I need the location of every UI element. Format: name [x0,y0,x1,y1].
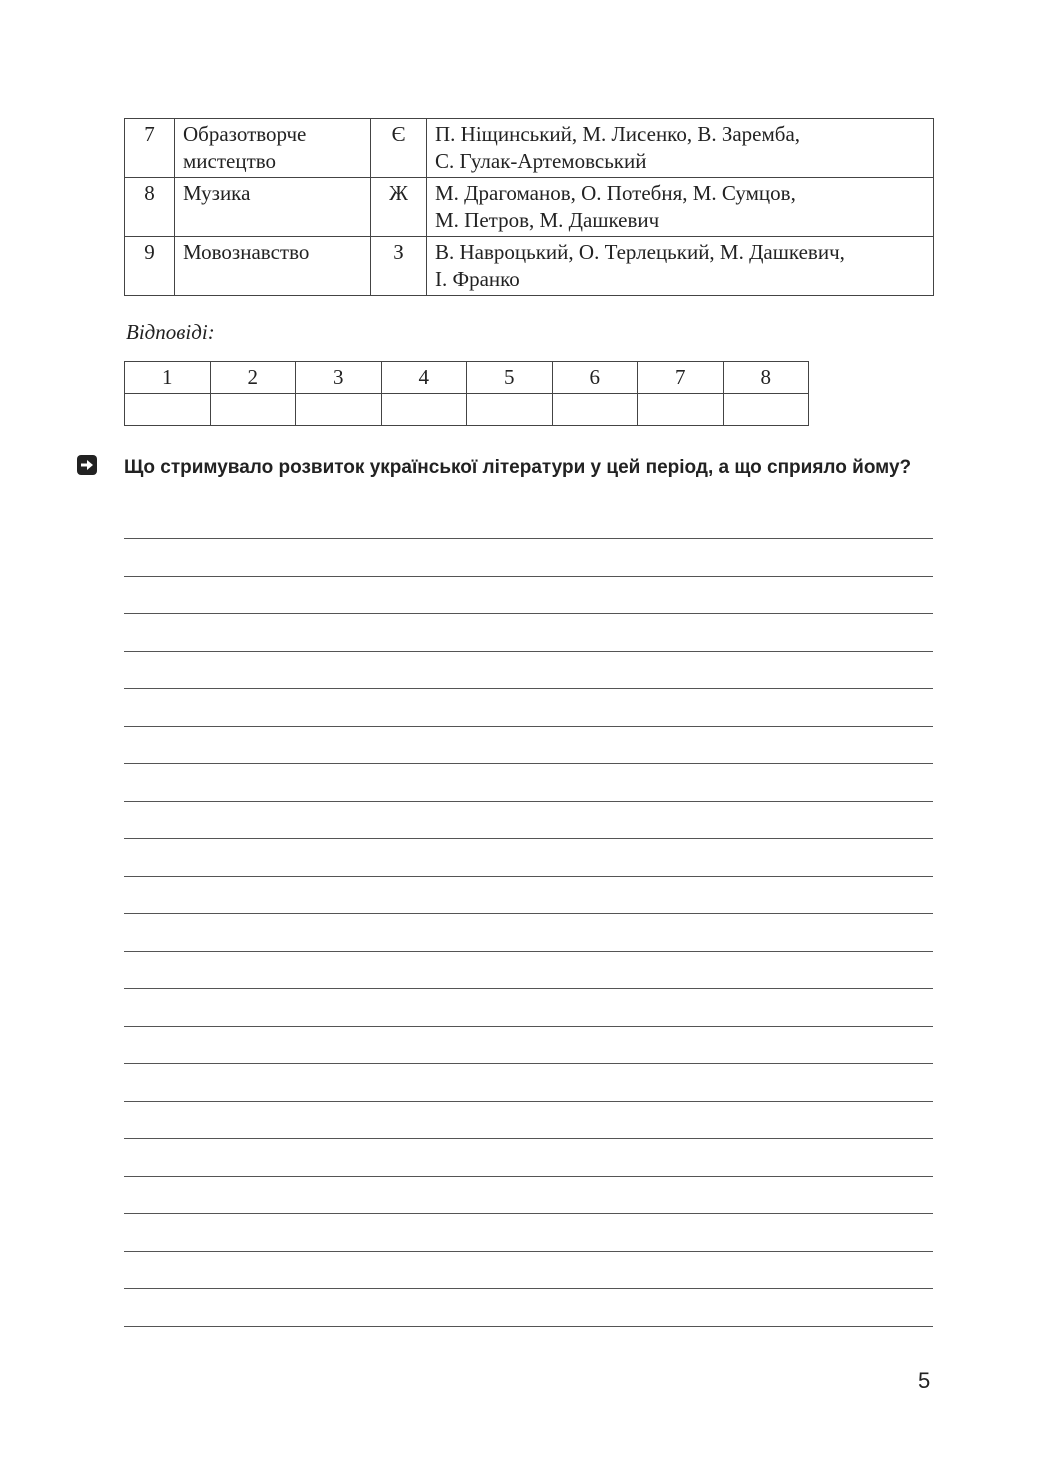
answer-header: 3 [296,362,382,394]
field-cell: Образотворче мистецтво [175,119,371,178]
task-question: Що стримувало розвиток української літератури у цей період, а що сприяло йому? [124,457,912,478]
writing-line[interactable] [124,576,933,577]
writing-line[interactable] [124,1138,933,1139]
names-cell [427,178,934,237]
letter-cell: З [371,237,427,296]
matching-table [124,118,934,296]
field-cell: Музика [175,178,371,237]
writing-line[interactable] [124,1063,933,1064]
answer-cell[interactable] [210,394,296,426]
writing-line[interactable] [124,688,933,689]
names-line: В. Навроцький, О. Терлецький, М. Дашкевич, [435,240,845,264]
writing-line[interactable] [124,538,933,539]
answer-header: 7 [638,362,724,394]
answers-table [124,361,809,426]
answer-cell[interactable] [638,394,724,426]
names-line: М. Драгоманов, О. Потебня, М. Сумцов, [435,181,796,205]
answer-cell[interactable] [552,394,638,426]
writing-line[interactable] [124,876,933,877]
answer-cell[interactable] [296,394,382,426]
answer-header: 6 [552,362,638,394]
writing-line[interactable] [124,1288,933,1289]
writing-line[interactable] [124,913,933,914]
writing-line[interactable] [124,763,933,764]
writing-line[interactable] [124,838,933,839]
writing-line[interactable] [124,1251,933,1252]
answer-cell[interactable] [381,394,467,426]
answer-header: 2 [210,362,296,394]
writing-line[interactable] [124,951,933,952]
writing-line[interactable] [124,801,933,802]
names-cell [427,237,934,296]
writing-line[interactable] [124,1326,933,1327]
writing-line[interactable] [124,613,933,614]
answer-cell[interactable] [467,394,553,426]
names-line: М. Петров, М. Дашкевич [435,208,660,232]
arrow-right-icon [77,455,97,475]
answer-header: 4 [381,362,467,394]
answer-header: 5 [467,362,553,394]
answer-cell[interactable] [125,394,211,426]
writing-line[interactable] [124,1176,933,1177]
answer-cell[interactable] [723,394,809,426]
page-number: 5 [918,1368,931,1393]
names-line: С. Гулак-Артемовський [435,149,647,173]
writing-line[interactable] [124,1101,933,1102]
names-line: І. Франко [435,267,520,291]
row-number: 8 [125,178,175,237]
answer-header: 8 [723,362,809,394]
table-row [125,119,934,178]
answer-header: 1 [125,362,211,394]
table-row [125,237,934,296]
writing-line[interactable] [124,651,933,652]
row-number: 9 [125,237,175,296]
writing-line[interactable] [124,726,933,727]
table-row [125,178,934,237]
writing-line[interactable] [124,988,933,989]
answers-label: Відповіді: [126,320,215,344]
letter-cell: Є [371,119,427,178]
row-number: 7 [125,119,175,178]
names-line: П. Ніщинський, М. Лисенко, В. Заремба, [435,122,801,146]
writing-line[interactable] [124,1026,933,1027]
letter-cell: Ж [371,178,427,237]
names-cell [427,119,934,178]
field-cell: Мовознавство [175,237,371,296]
writing-line[interactable] [124,1213,933,1214]
